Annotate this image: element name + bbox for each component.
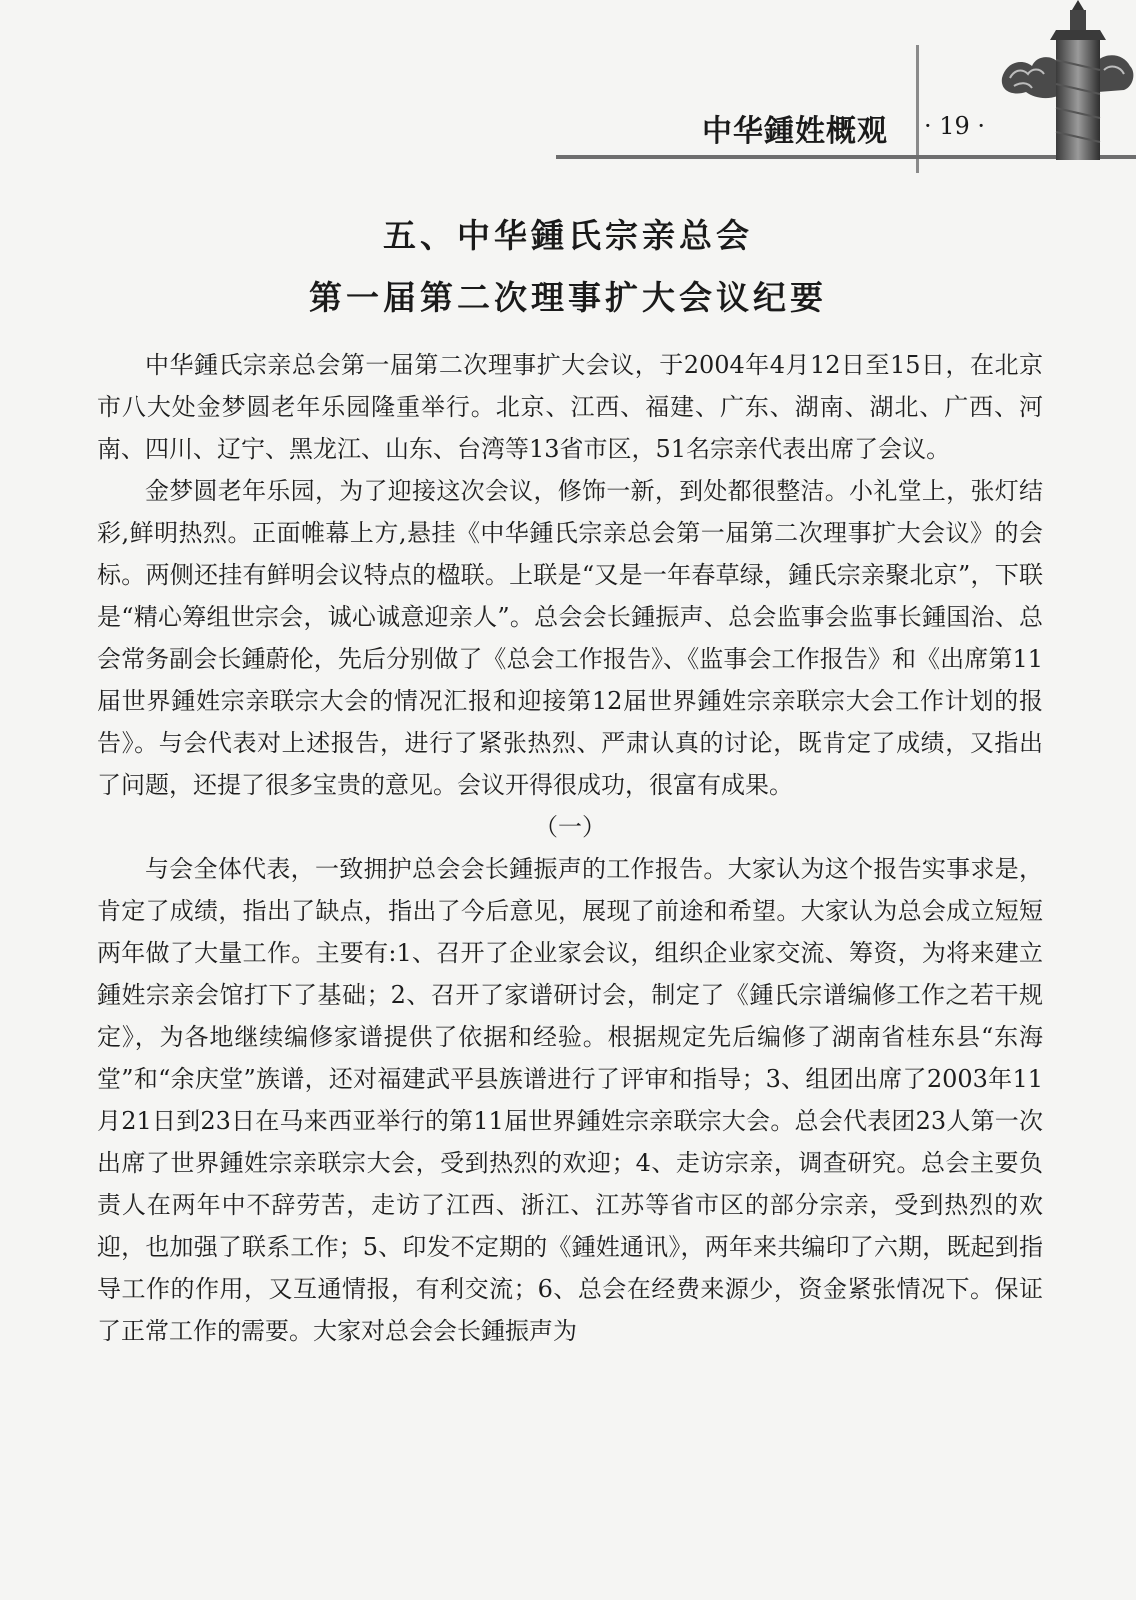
page-number: · 19 ·: [924, 112, 986, 140]
huabiao-pillar-icon: [1000, 0, 1136, 160]
body-text: [97, 344, 1043, 1352]
book-title: 中华鍾姓概观: [702, 114, 888, 149]
header-vertical-rule: [916, 45, 919, 173]
paragraph: 金梦圆老年乐园，为了迎接这次会议，修饰一新，到处都很整洁。小礼堂上，张灯结彩,鲜明热烈。正面帷幕上方,悬挂《中华鍾氏宗亲总会第一届第二次理事扩大会议》的会标。两侧还挂有鲜明会议特点的楹联。上联是“又是一年春草绿，鍾氏宗亲聚北京”，下联是“精心筹组世宗会，诚心诚意迎亲人”。总会会长鍾振声、总会监事会监事长鍾国治、总会常务副会长鍾蔚伦，先后分别做了《总会工作报告》、《监事会工作报告》和《出席第11届世界鍾姓宗亲联宗大会的情况汇报和迎接第12届世界鍾姓宗亲联宗大会工作计划的报告》。与会代表对上述报告，进行了紧张热烈、严肃认真的讨论，既肯定了成绩，又指出了问题，还提了很多宝贵的意见。会议开得很成功，很富有成果。: [97, 477, 1043, 799]
section-heading: （一）: [534, 813, 606, 841]
chapter-title-line-2: 第一届第二次理事扩大会议纪要: [309, 278, 827, 317]
chapter-title: [0, 205, 1136, 329]
paragraph: 中华鍾氏宗亲总会第一届第二次理事扩大会议，于2004年4月12日至15日，在北京市八大处金梦圆老年乐园隆重举行。北京、江西、福建、广东、湖南、湖北、广西、河南、四川、辽宁、黑龙江、山东、台湾等13省市区，51名宗亲代表出席了会议。: [97, 351, 1043, 463]
chapter-title-line-1: 五、中华鍾氏宗亲总会: [383, 216, 753, 255]
paragraph: 与会全体代表，一致拥护总会会长鍾振声的工作报告。大家认为这个报告实事求是，肯定了成绩，指出了缺点，指出了今后意见，展现了前途和希望。大家认为总会成立短短两年做了大量工作。主要有:1、召开了企业家会议，组织企业家交流、筹资，为将来建立鍾姓宗亲会馆打下了基础；2、召开了家谱研讨会，制定了《鍾氏宗谱编修工作之若干规定》，为各地继续编修家谱提供了依据和经验。根据规定先后编修了湖南省桂东县“东海堂”和“余庆堂”族谱，还对福建武平县族谱进行了评审和指导；3、组团出席了2003年11月21日到23日在马来西亚举行的第11届世界鍾姓宗亲联宗大会。总会代表团23人第一次出席了世界鍾姓宗亲联宗大会，受到热烈的欢迎；4、走访宗亲，调查研究。总会主要负责人在两年中不辞劳苦，走访了江西、浙江、江苏等省市区的部分宗亲，受到热烈的欢迎，也加强了联系工作；5、印发不定期的《鍾姓通讯》，两年来共编印了六期，既起到指导工作的作用，又互通情报，有利交流；6、总会在经费来源少，资金紧张情况下。保证了正常工作的需要。大家对总会会长鍾振声为: [97, 855, 1043, 1345]
